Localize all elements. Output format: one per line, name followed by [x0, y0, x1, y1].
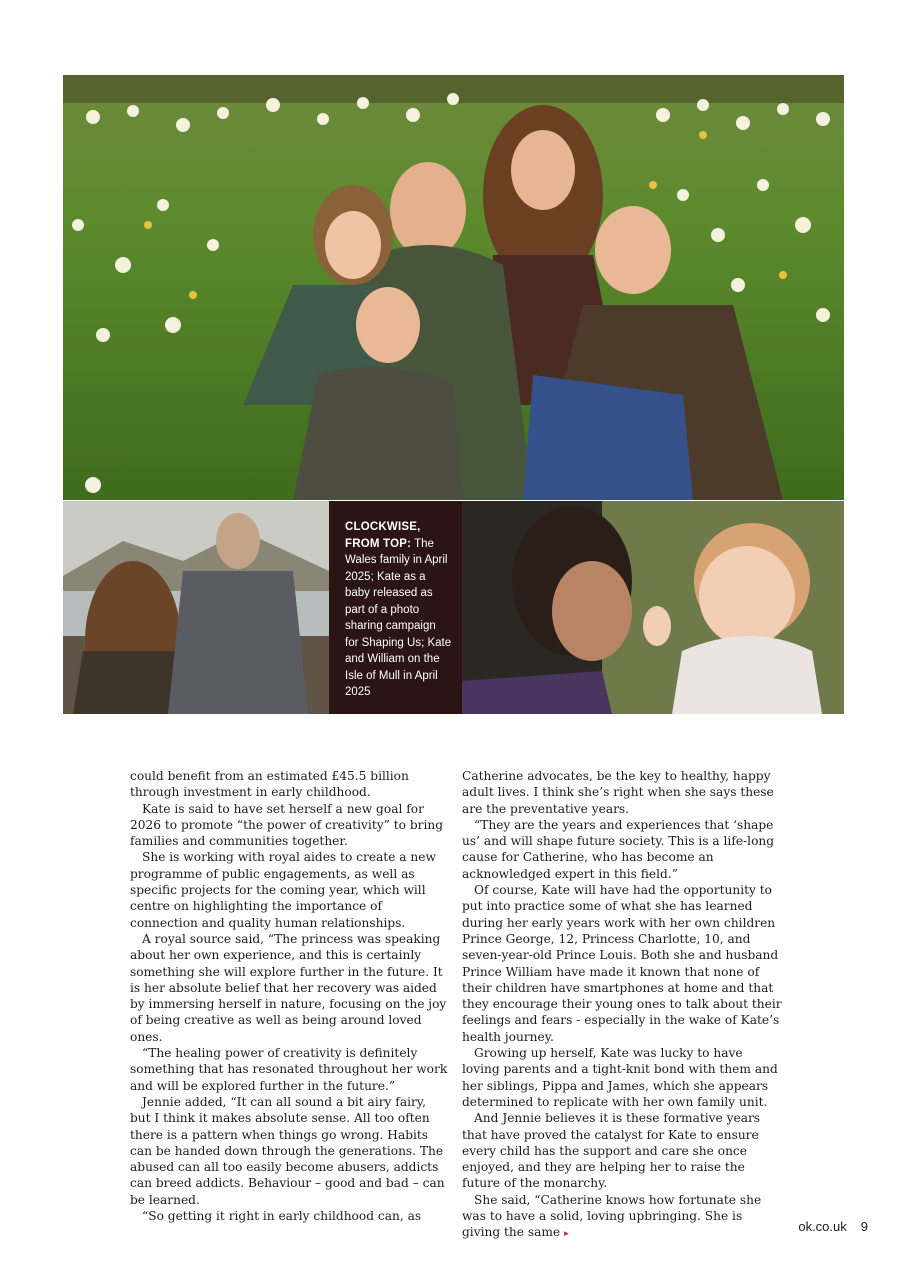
isle-of-mull-illustration — [63, 501, 329, 714]
kate-baby-illustration — [462, 501, 844, 714]
paragraph: And Jennie believes it is these formative years that have proved the catalyst for Kate to ensure every child has the support and care she once enjoyed, and they are helping her to raise the future of the monarchy. — [462, 1111, 761, 1191]
paragraph: Jennie added, “It can all sound a bit airy fairy, but I think it makes absolute sense. All too often there is a pattern when things go wrong. Habits can be handed down through the generations. The abused can all too easily become abusers, addicts can breed addicts. Behaviour – good and bad – can be learned. — [130, 1094, 445, 1207]
paragraph: A royal source said, “The princess was speaking about her own experience, and this is certainly something she will explore further in the future. It is her absolute belief that her recovery was aided by immersing herself in nature, focusing on the joy of being creative as well as being around loved ones. — [130, 931, 447, 1044]
hero-family-photo — [63, 75, 844, 500]
paragraph: Catherine advocates, be the key to healthy, happy adult lives. I think she’s right when she says these are the preventative years. — [462, 769, 774, 816]
article-column-left — [130, 768, 450, 1224]
caption-text: The Wales family in April 2025; Kate as a baby released as part of a photo sharing campaign for Shaping Us; Kate and William on the Isle of Mull in April 2025 — [345, 537, 452, 698]
hero-family-illustration — [63, 75, 844, 500]
page-footer — [798, 1219, 868, 1234]
paragraph: “They are the years and experiences that ‘shape us’ and will shape future society. This is a life-long cause for Catherine, who has become an acknowledged expert in this field.” — [462, 817, 775, 881]
caption-heading: CLOCKWISE, FROM TOP: — [345, 521, 421, 550]
continued-arrow-icon: ▸ — [564, 1229, 569, 1240]
paragraph: could benefit from an estimated £45.5 billion through investment in early childhood. — [130, 769, 409, 800]
photo-caption — [329, 501, 462, 714]
paragraph: Kate is said to have set herself a new goal for 2026 to promote “the power of creativity” to bring families and communities together. — [130, 801, 443, 849]
paragraph: “So getting it right in early childhood can, as — [142, 1209, 422, 1224]
paragraph: She is working with royal aides to create a new programme of public engagements, as well as specific projects for the coming year, which will centre on highlighting the importance of connection and quality human relationships. — [130, 850, 436, 930]
kate-baby-photo — [462, 501, 844, 714]
article-column-right — [462, 768, 782, 1243]
paragraph: Growing up herself, Kate was lucky to have loving parents and a tight-knit bond with them and her siblings, Pippa and James, which she appears determined to replicate with her own family unit. — [462, 1046, 778, 1109]
page-number: 9 — [860, 1219, 868, 1234]
site-url: ok.co.uk — [798, 1219, 847, 1234]
paragraph-text: She said, “Catherine knows how fortunate she was to have a solid, loving upbringing. She is giving the same — [462, 1192, 762, 1240]
paragraph: “The healing power of creativity is definitely something that has resonated throughout her work and will be explored further in the future.” — [130, 1046, 448, 1093]
isle-of-mull-photo — [63, 501, 329, 714]
paragraph: Of course, Kate will have had the opportunity to put into practice some of what she has learned during her early years work with her own children Prince George, 12, Princess Charlotte, 10, and seven-year-old Prince Louis. Both she and husband Prince William have made it known that none of their children have smartphones at home and that they encourage their young ones to talk about their feelings and fears - especially in the wake of Kate’s health journey. — [462, 883, 782, 1044]
paragraph — [462, 1192, 782, 1243]
